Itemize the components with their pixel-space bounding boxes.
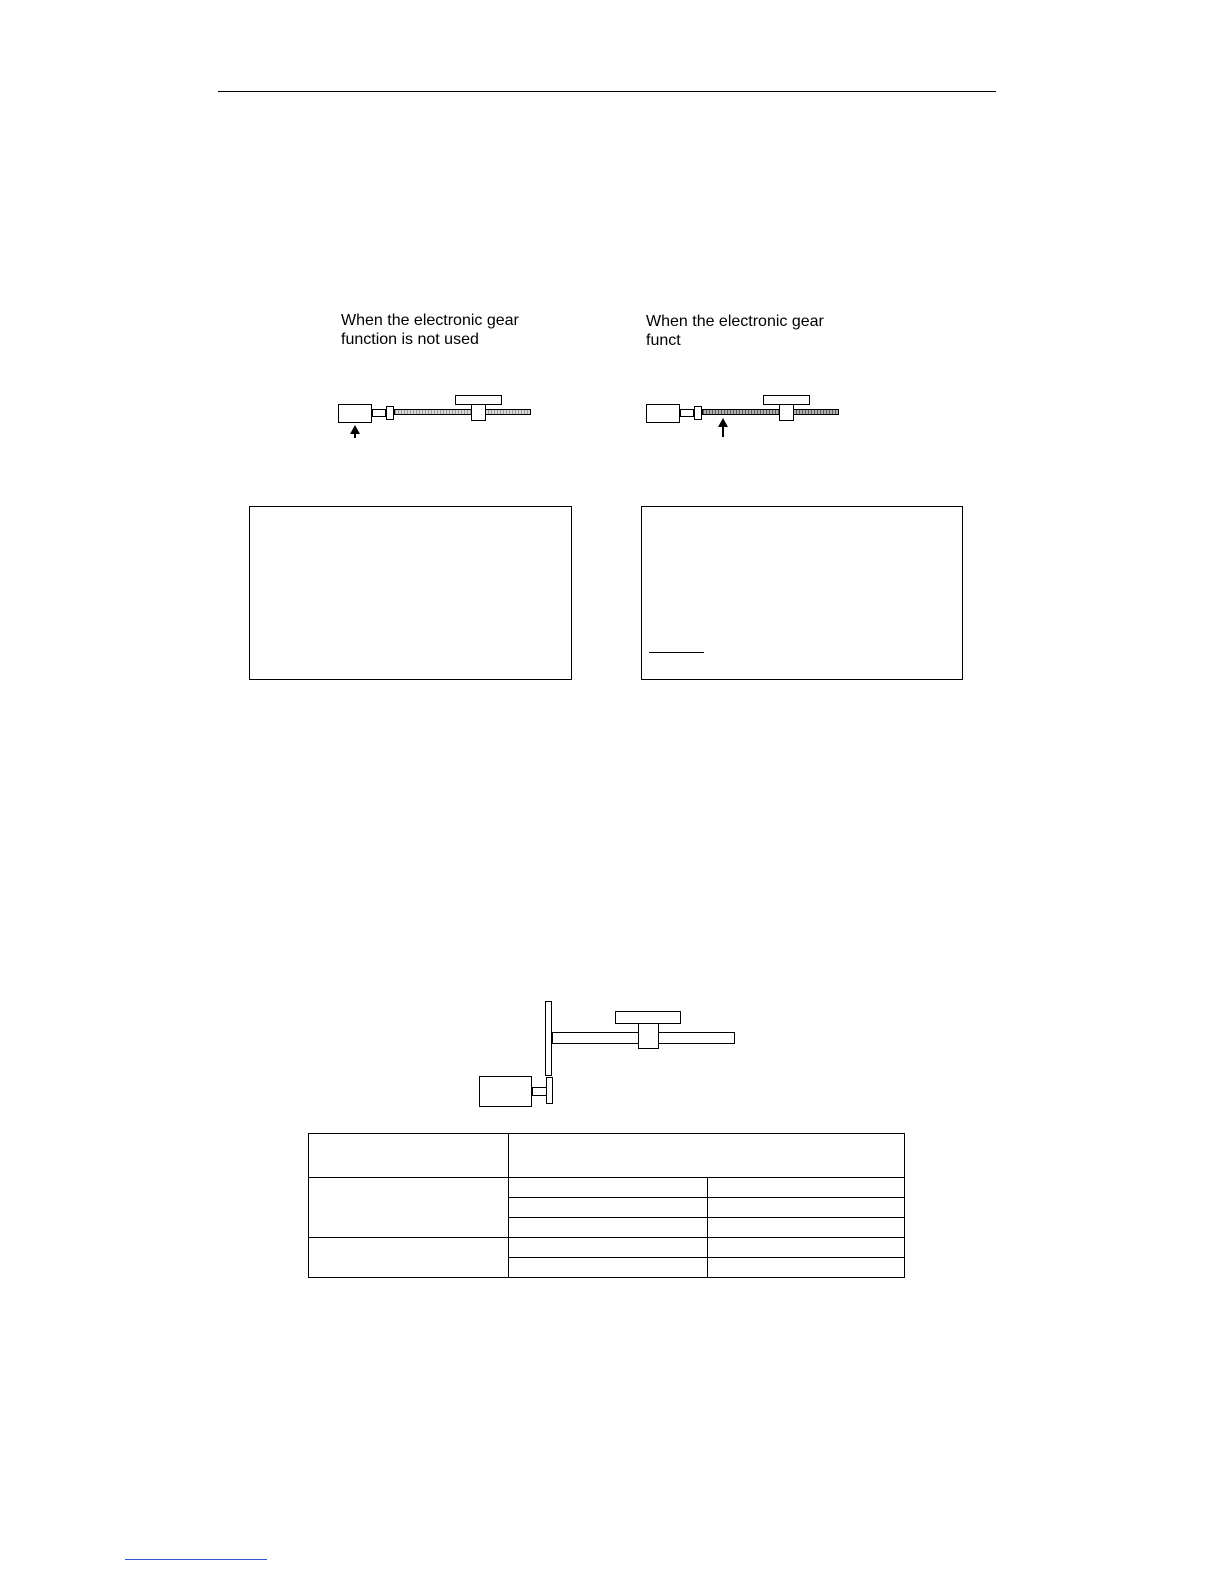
nut-icon: [638, 1023, 659, 1049]
nut-icon: [471, 404, 486, 421]
shaft-icon: [372, 409, 386, 417]
table-cell: [509, 1198, 708, 1218]
table-cell: [708, 1198, 905, 1218]
coupling-icon: [694, 406, 702, 420]
table-cell: [509, 1178, 708, 1198]
nut-icon: [779, 404, 794, 421]
text-box-left: [249, 506, 572, 680]
fraction-line: [649, 652, 704, 653]
ball-screw-icon: [394, 409, 531, 415]
gear-reduction-diagram: [476, 998, 738, 1110]
header-rule: [218, 91, 996, 92]
caption-gear-used: When the electronic gear funct: [646, 313, 824, 349]
table-cell: [708, 1178, 905, 1198]
table-header-row: [309, 1134, 905, 1178]
footer-link[interactable]: [125, 1559, 267, 1560]
table-group-label: [309, 1238, 509, 1278]
small-gear-icon: [546, 1077, 553, 1104]
table-cell: [708, 1218, 905, 1238]
coupling-icon: [386, 406, 394, 420]
shaft-icon: [680, 409, 694, 417]
shaft-icon: [532, 1087, 547, 1096]
table-row: [309, 1178, 905, 1198]
table-cell: [509, 1218, 708, 1238]
large-gear-icon: [545, 1001, 552, 1076]
table-cell: [708, 1238, 905, 1258]
arrow-shaft: [722, 425, 724, 437]
table-header-cell: [509, 1134, 905, 1178]
table-header-cell: [309, 1134, 509, 1178]
table-group-label: [309, 1178, 509, 1238]
motor-icon: [338, 404, 372, 423]
motor-icon: [479, 1076, 532, 1107]
ball-screw-diagram-left: [336, 392, 536, 442]
arrow-shaft: [354, 432, 356, 438]
table-row: [309, 1238, 905, 1258]
text-box-right: [641, 506, 963, 680]
ball-screw-diagram-right: [644, 392, 844, 442]
table-cell: [509, 1258, 708, 1278]
caption-gear-not-used: When the electronic gear function is not used: [341, 312, 519, 348]
ball-screw-icon: [702, 409, 839, 415]
table-cell: [509, 1238, 708, 1258]
gear-ratio-table: [308, 1133, 905, 1278]
table-cell: [708, 1258, 905, 1278]
motor-icon: [646, 404, 680, 423]
